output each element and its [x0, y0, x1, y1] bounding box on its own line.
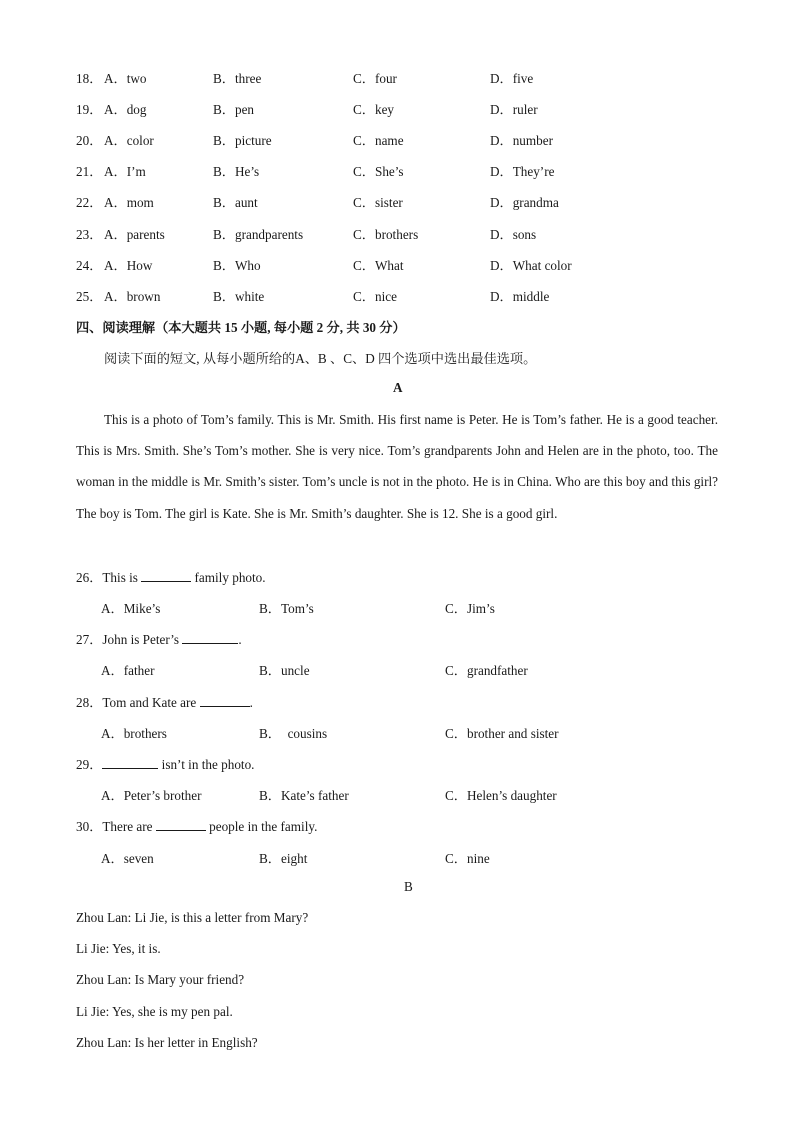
question-30-stem [76, 816, 317, 835]
stem-text: isn’t in the photo. [158, 757, 255, 772]
question-number: 19． [76, 102, 103, 117]
dialogue-line: Zhou Lan: Is her letter in English? [76, 1035, 258, 1050]
stem-text: 27．John is Peter’s [76, 632, 183, 647]
stem-text: people in the family. [205, 819, 318, 834]
section-instruction: 阅读下面的短文, 从每小题所给的A、B 、C、D 四个选项中选出最佳选项。 [104, 351, 537, 366]
stem-text: . [249, 695, 253, 710]
option-a: A．Mike’s [101, 601, 161, 616]
question-number: 21． [76, 164, 103, 179]
question-26-stem [76, 567, 266, 586]
option-d: D．sons [490, 227, 537, 242]
option-c: C．Jim’s [445, 601, 495, 616]
option-d: D．five [490, 71, 534, 86]
answer-blank [141, 570, 191, 582]
option-c: C．She’s [353, 164, 404, 179]
question-number: 25． [76, 289, 103, 304]
option-a: A．seven [101, 851, 154, 866]
option-b: B．white [213, 289, 265, 304]
option-b: B．Kate’s father [259, 788, 349, 803]
passage-a-label: A [393, 380, 403, 395]
option-d: D．grandma [490, 195, 559, 210]
passage-b-label: B [404, 879, 413, 894]
option-d: D．number [490, 133, 553, 148]
option-b: B．three [213, 71, 262, 86]
question-number: 18． [76, 71, 103, 86]
option-c: C．Helen’s daughter [445, 788, 557, 803]
option-a: A．dog [104, 102, 147, 117]
option-b: B． cousins [259, 726, 328, 741]
option-d: D．ruler [490, 102, 538, 117]
option-d: D．middle [490, 289, 550, 304]
option-c: C．name [353, 133, 404, 148]
option-a: A．Peter’s brother [101, 788, 202, 803]
option-c: C．brothers [353, 227, 419, 242]
question-29-stem [76, 754, 254, 773]
option-b: B．pen [213, 102, 255, 117]
option-d: D．What color [490, 258, 572, 273]
option-a: A．brown [104, 289, 161, 304]
passage-a-text: This is a photo of Tom’s family. This is Mr. Smith. His first name is Peter. He is Tom’s father. He is a good teacher. This is Mrs. Smith. She’s Tom’s mother. She is very nice. Tom’s grandparents John and Helen are in the photo, too. The woman in the middle is Mr. Smith’s sister. Tom’s uncle is not in the photo. He is in China. Who are this boy and this girl? The boy is Tom. The girl is Kate. She is Mr. Smith’s daughter. She is 12. She is a good girl. [76, 412, 718, 521]
answer-blank [182, 632, 238, 644]
answer-blank [200, 695, 250, 707]
option-c: C．nine [445, 851, 490, 866]
option-b: B．eight [259, 851, 308, 866]
dialogue-line: Li Jie: Yes, she is my pen pal. [76, 1004, 233, 1019]
question-number: 24． [76, 258, 103, 273]
option-b: B．grandparents [213, 227, 304, 242]
option-a: A．two [104, 71, 147, 86]
option-b: B．aunt [213, 195, 258, 210]
question-28-stem [76, 692, 253, 711]
option-b: B．picture [213, 133, 272, 148]
stem-text: . [238, 632, 242, 647]
option-a: A．parents [104, 227, 165, 242]
option-c: C．nice [353, 289, 397, 304]
question-number: 20． [76, 133, 103, 148]
question-number: 23． [76, 227, 103, 242]
option-a: A．How [104, 258, 153, 273]
question-number: 22． [76, 195, 103, 210]
option-b: B．He’s [213, 164, 260, 179]
option-c: C．four [353, 71, 397, 86]
option-b: B．uncle [259, 663, 310, 678]
answer-blank [102, 757, 158, 769]
stem-text: family photo. [191, 570, 266, 585]
option-a: A．color [104, 133, 154, 148]
option-a: A．brothers [101, 726, 167, 741]
dialogue-line: Zhou Lan: Is Mary your friend? [76, 972, 245, 987]
option-a: A．I’m [104, 164, 146, 179]
dialogue-line: Li Jie: Yes, it is. [76, 941, 161, 956]
section-heading: 四、阅读理解（本大题共 15 小题, 每小题 2 分, 共 30 分） [76, 320, 406, 335]
option-c: C．What [353, 258, 404, 273]
option-c: C．sister [353, 195, 403, 210]
stem-text: 30．There are [76, 819, 156, 834]
option-c: C．grandfather [445, 663, 528, 678]
stem-text: 29． [76, 757, 103, 772]
dialogue-line: Zhou Lan: Li Jie, is this a letter from Mary? [76, 910, 309, 925]
stem-text: 26．This is [76, 570, 142, 585]
option-a: A．father [101, 663, 155, 678]
question-27-stem [76, 629, 242, 648]
option-b: B．Tom’s [259, 601, 314, 616]
stem-text: 28．Tom and Kate are [76, 695, 200, 710]
option-c: C．key [353, 102, 395, 117]
option-a: A．mom [104, 195, 154, 210]
option-d: D．They’re [490, 164, 555, 179]
answer-blank [156, 819, 206, 831]
option-c: C．brother and sister [445, 726, 559, 741]
option-b: B．Who [213, 258, 261, 273]
